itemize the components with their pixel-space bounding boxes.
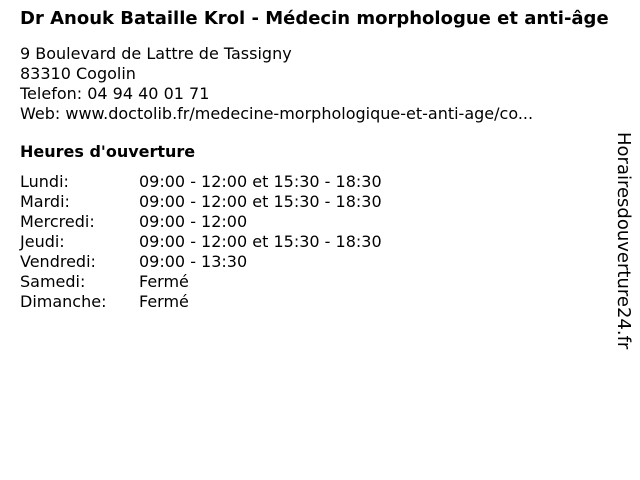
hours-row-vendredi: [20, 252, 616, 272]
website-url[interactable]: Web: www.doctolib.fr/medecine-morphologique-et-anti-age/co...: [20, 104, 534, 123]
opening-hours-heading: Heures d'ouverture: [20, 142, 196, 161]
phone-number[interactable]: Telefon: 04 94 40 01 71: [20, 84, 210, 103]
site-watermark: Horairesdouverture24.fr: [613, 132, 634, 350]
contact-block: [20, 44, 616, 124]
hours-row-mardi: [20, 192, 616, 212]
hours-value: Fermé: [139, 272, 189, 291]
day-label: Mardi:: [20, 192, 70, 211]
hours-row-lundi: [20, 172, 616, 192]
hours-row-samedi: [20, 272, 616, 292]
hours-value: Fermé: [139, 292, 189, 311]
opening-hours-list: [20, 172, 616, 312]
day-label: Vendredi:: [20, 252, 96, 271]
hours-value: 09:00 - 12:00 et 15:30 - 18:30: [139, 192, 382, 211]
day-label: Lundi:: [20, 172, 69, 191]
hours-value: 09:00 - 12:00 et 15:30 - 18:30: [139, 232, 382, 251]
city-postcode: 83310 Cogolin: [20, 64, 136, 83]
business-card: [20, 8, 616, 312]
hours-value: 09:00 - 12:00: [139, 212, 248, 231]
day-label: Mercredi:: [20, 212, 95, 231]
hours-row-jeudi: [20, 232, 616, 252]
day-label: Jeudi:: [20, 232, 65, 251]
street-address: 9 Boulevard de Lattre de Tassigny: [20, 44, 292, 63]
hours-row-dimanche: [20, 292, 616, 312]
hours-row-mercredi: [20, 212, 616, 232]
hours-value: 09:00 - 12:00 et 15:30 - 18:30: [139, 172, 382, 191]
business-title: Dr Anouk Bataille Krol - Médecin morphologue et anti-âge: [20, 8, 609, 29]
website-link[interactable]: [20, 104, 616, 124]
day-label: Dimanche:: [20, 292, 107, 311]
day-label: Samedi:: [20, 272, 86, 291]
hours-value: 09:00 - 13:30: [139, 252, 248, 271]
